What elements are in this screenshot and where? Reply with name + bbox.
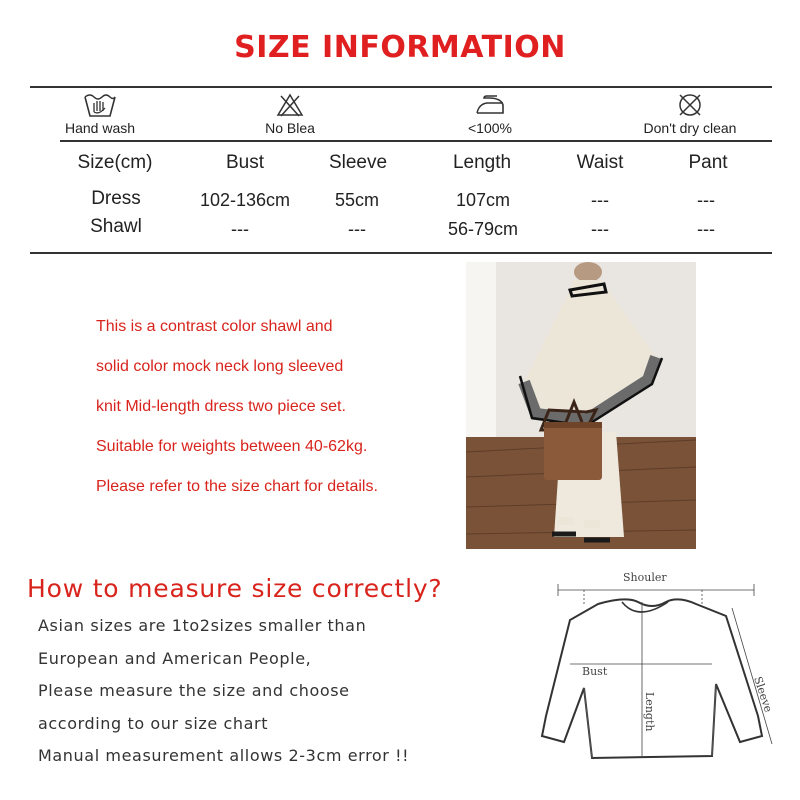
how-to-line: Please measure the size and choose <box>38 681 350 700</box>
table-cell: 102-136cm <box>199 190 291 210</box>
table-cell: --- <box>591 219 609 239</box>
care-no-bleach <box>220 92 360 136</box>
top-divider <box>30 86 772 88</box>
care-label-no-bleach: No Blea <box>265 120 315 136</box>
diagram-length-label: Length <box>643 692 656 732</box>
description-line: Please refer to the size chart for details. <box>96 478 378 495</box>
diagram-bust-label: Bust <box>582 665 608 678</box>
how-to-measure-title: How to measure size correctly? <box>27 574 443 603</box>
no-bleach-icon <box>275 92 305 118</box>
header-size: Size(cm) <box>77 152 153 173</box>
table-cell: 55cm <box>334 190 379 210</box>
diagram-shoulder-label: Shouler <box>623 571 667 584</box>
care-hand-wash <box>30 92 170 136</box>
no-dry-clean-icon <box>675 92 705 118</box>
table-cell: --- <box>591 190 609 210</box>
header-bust: Bust <box>225 152 265 173</box>
product-photo <box>466 262 696 549</box>
table-cell: 107cm <box>455 190 511 210</box>
hand-wash-icon <box>82 92 118 118</box>
table-cell: Shawl <box>90 216 142 237</box>
header-waist: Waist <box>576 152 624 173</box>
diagram-sleeve-label: Sleeve <box>751 674 775 714</box>
sweater-outline <box>542 599 762 758</box>
mid-divider <box>60 140 772 142</box>
table-cell: 56-79cm <box>447 219 519 239</box>
iron-icon <box>473 92 507 118</box>
description-line: Suitable for weights between 40-62kg. <box>96 438 368 455</box>
description-line: This is a contrast color shawl and <box>96 318 333 335</box>
care-label-iron: <100% <box>468 120 512 136</box>
care-label-no-dry-clean: Don't dry clean <box>643 120 737 136</box>
care-no-dry-clean <box>620 92 760 136</box>
description-line: solid color mock neck long sleeved <box>96 358 344 375</box>
page-title: SIZE INFORMATION <box>234 30 566 65</box>
care-label-hand-wash: Hand wash <box>64 120 136 136</box>
how-to-line: Manual measurement allows 2-3cm error !! <box>38 746 410 765</box>
table-cell: Dress <box>91 188 141 209</box>
description-line: knit Mid-length dress two piece set. <box>96 398 346 415</box>
how-to-line: Asian sizes are 1to2sizes smaller than <box>38 616 367 635</box>
how-to-measure-list <box>38 614 409 777</box>
table-cell: --- <box>697 219 715 239</box>
table-cell: --- <box>348 219 366 239</box>
table-bottom-divider <box>30 252 772 254</box>
header-pant: Pant <box>688 152 728 173</box>
care-iron <box>420 92 560 136</box>
table-cell: --- <box>697 190 715 210</box>
header-length: Length <box>452 152 512 173</box>
measurement-diagram <box>526 566 786 791</box>
product-description <box>96 316 456 516</box>
how-to-line: according to our size chart <box>38 713 269 733</box>
how-to-line: European and American People, <box>38 648 312 668</box>
header-sleeve: Sleeve <box>328 152 388 173</box>
table-cell: --- <box>231 219 249 239</box>
